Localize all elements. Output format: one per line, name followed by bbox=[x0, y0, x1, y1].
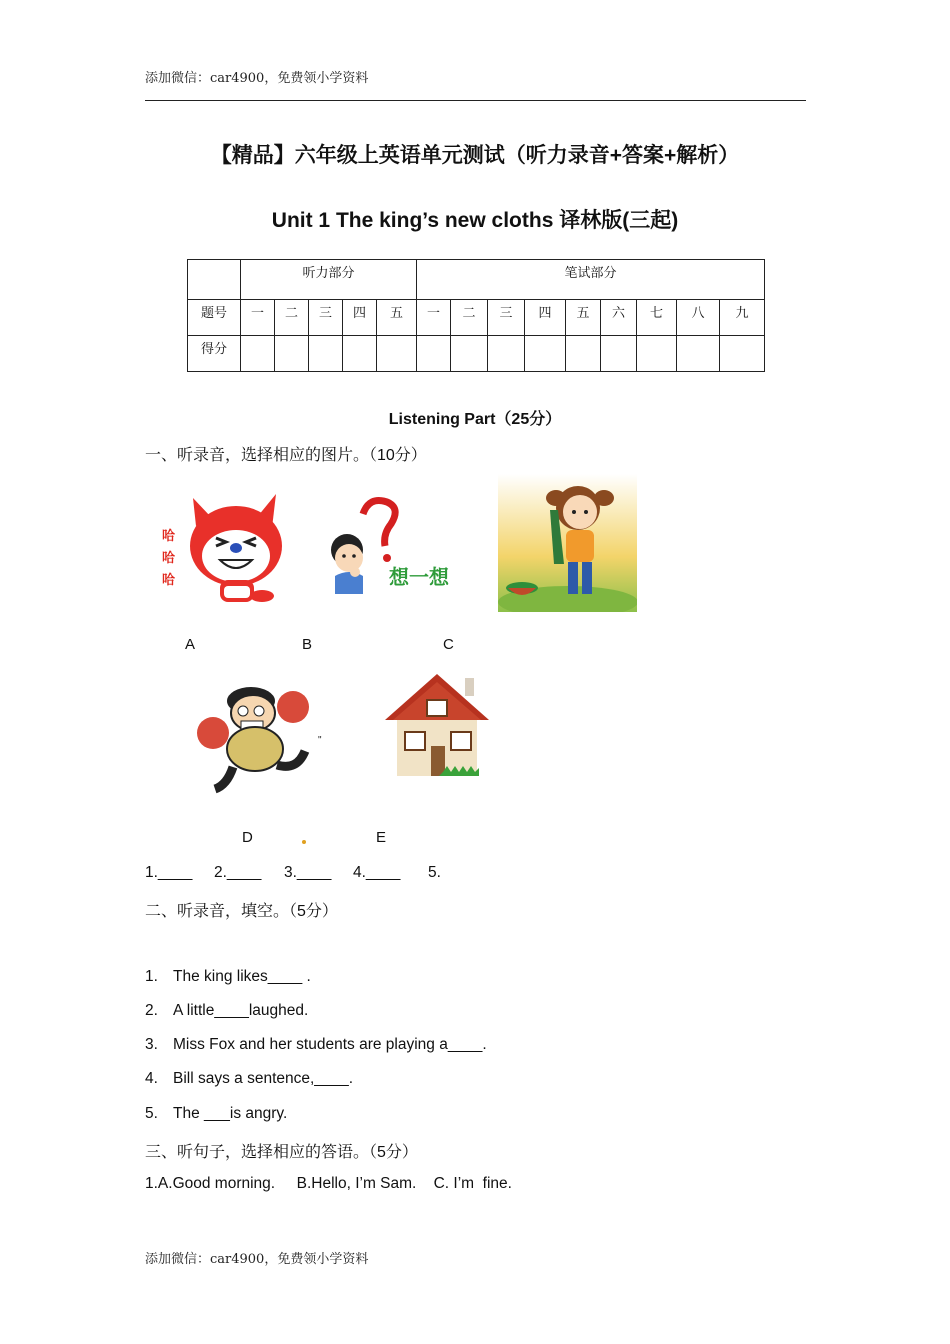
item-text: Miss Fox and her students are playing a____. bbox=[173, 1036, 487, 1053]
footer-note: 添加微信：car4900，免费领小学资料 bbox=[145, 1252, 369, 1267]
written-header: 笔试部分 bbox=[417, 260, 765, 300]
answer-blank[interactable]: 1.____ bbox=[145, 864, 193, 881]
written-col: 五 bbox=[566, 300, 601, 336]
picture-b-thinking-boy bbox=[323, 492, 463, 602]
item-text: A little____laughed. bbox=[173, 1002, 309, 1019]
picture-a-laughing-fox bbox=[158, 488, 288, 613]
score-cell[interactable] bbox=[566, 336, 601, 372]
written-col: 二 bbox=[451, 300, 488, 336]
doc-title: 【精品】六年级上英语单元测试（听力录音+答案+解析） bbox=[210, 144, 740, 167]
picture-a-caption-char: 哈 bbox=[162, 551, 176, 566]
picture-d-angry-man bbox=[193, 683, 328, 798]
item-number: 4. bbox=[145, 1070, 158, 1087]
section1-answer-line bbox=[145, 864, 441, 882]
answer-blank[interactable]: 2.____ bbox=[214, 864, 262, 881]
list-item bbox=[145, 968, 311, 986]
picture-d-label: D bbox=[242, 829, 253, 846]
picture-a-label: A bbox=[185, 636, 196, 653]
section3-question-1: 1.A.Good morning. B.Hello, I’m Sam. C. I’m fine. bbox=[145, 1175, 512, 1192]
picture-e-house bbox=[383, 672, 491, 785]
list-item bbox=[145, 1036, 487, 1054]
item-number: 2. bbox=[145, 1002, 158, 1019]
picture-b-caption: 想一想 bbox=[389, 565, 449, 589]
picture-b-label: B bbox=[302, 636, 313, 653]
written-col: 四 bbox=[525, 300, 566, 336]
svg-text:": " bbox=[318, 735, 322, 746]
score-label: 得分 bbox=[188, 336, 241, 372]
answer-blank[interactable]: 3.____ bbox=[284, 864, 332, 881]
score-cell[interactable] bbox=[525, 336, 566, 372]
score-cell[interactable] bbox=[343, 336, 377, 372]
picture-a-caption-char: 哈 bbox=[162, 573, 176, 588]
section3-heading: 三、听句子，选择相应的答语。（5分） bbox=[145, 1144, 418, 1161]
score-cell[interactable] bbox=[241, 336, 275, 372]
table-corner-cell bbox=[188, 260, 241, 300]
answer-blank[interactable]: 5. bbox=[428, 864, 441, 881]
picture-c-girl-with-jacket bbox=[498, 474, 637, 612]
section1-heading: 一、听录音，选择相应的图片。（10分） bbox=[145, 447, 427, 464]
written-col: 七 bbox=[637, 300, 677, 336]
list-item bbox=[145, 1070, 353, 1088]
written-col: 八 bbox=[677, 300, 720, 336]
section2-heading: 二、听录音，填空。（5分） bbox=[145, 903, 338, 920]
score-cell[interactable] bbox=[720, 336, 765, 372]
item-number: 1. bbox=[145, 968, 158, 985]
score-cell[interactable] bbox=[309, 336, 343, 372]
stray-dot bbox=[302, 840, 306, 844]
list-item bbox=[145, 1002, 308, 1020]
score-cell[interactable] bbox=[377, 336, 417, 372]
score-cell[interactable] bbox=[488, 336, 525, 372]
listening-col: 五 bbox=[377, 300, 417, 336]
listening-part-heading: Listening Part（25分） bbox=[388, 411, 562, 428]
question-number-label: 题号 bbox=[188, 300, 241, 336]
listening-col: 三 bbox=[309, 300, 343, 336]
score-cell[interactable] bbox=[451, 336, 488, 372]
written-col: 六 bbox=[601, 300, 637, 336]
written-col: 一 bbox=[417, 300, 451, 336]
score-cell[interactable] bbox=[601, 336, 637, 372]
written-col: 三 bbox=[488, 300, 525, 336]
score-row bbox=[188, 336, 765, 372]
score-cell[interactable] bbox=[637, 336, 677, 372]
listening-col: 一 bbox=[241, 300, 275, 336]
score-table bbox=[187, 259, 765, 372]
listening-col: 四 bbox=[343, 300, 377, 336]
listening-col: 二 bbox=[275, 300, 309, 336]
header-note: 添加微信：car4900，免费领小学资料 bbox=[145, 71, 369, 86]
item-text: Bill says a sentence,____. bbox=[173, 1070, 354, 1087]
header-divider bbox=[145, 100, 806, 101]
question-number-row bbox=[188, 300, 765, 336]
score-cell[interactable] bbox=[677, 336, 720, 372]
doc-subtitle: Unit 1 The king’s new cloths 译林版(三起) bbox=[271, 209, 679, 232]
written-col: 九 bbox=[720, 300, 765, 336]
item-text: The ___is angry. bbox=[173, 1105, 288, 1122]
answer-blank[interactable]: 4.____ bbox=[353, 864, 401, 881]
listening-header: 听力部分 bbox=[241, 260, 417, 300]
list-item bbox=[145, 1105, 287, 1123]
score-cell[interactable] bbox=[417, 336, 451, 372]
score-cell[interactable] bbox=[275, 336, 309, 372]
item-text: The king likes____ . bbox=[173, 968, 311, 985]
item-number: 5. bbox=[145, 1105, 158, 1122]
picture-a-caption-char: 哈 bbox=[162, 529, 176, 544]
item-number: 3. bbox=[145, 1036, 158, 1053]
picture-c-label: C bbox=[443, 636, 454, 653]
picture-e-label: E bbox=[376, 829, 387, 846]
